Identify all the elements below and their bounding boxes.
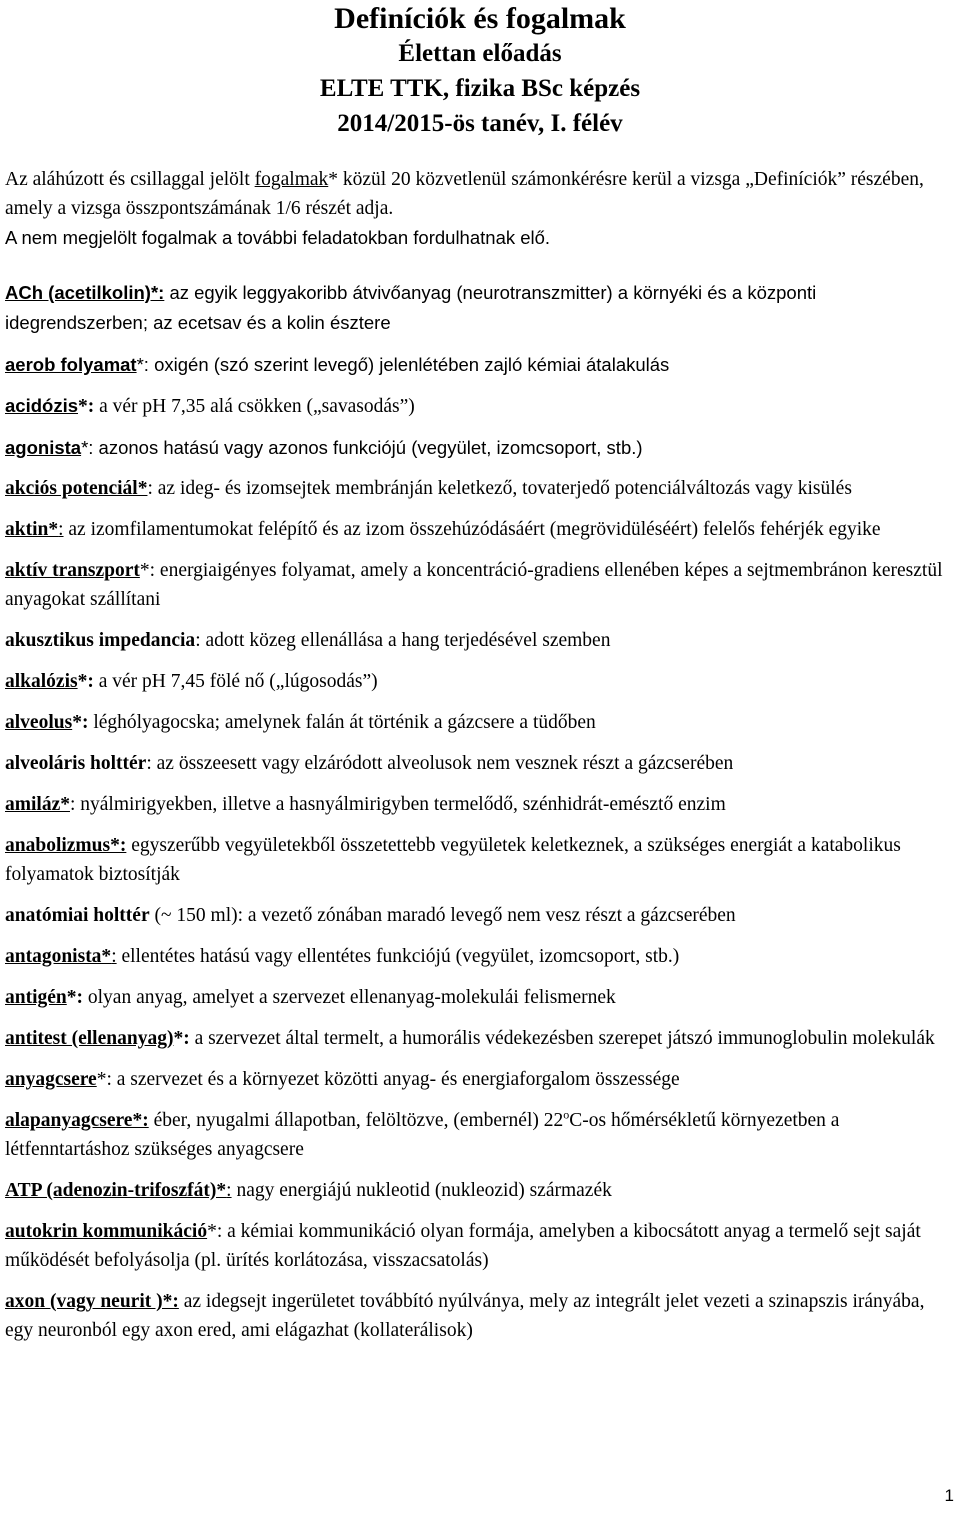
- definition-entry: aktív transzport*: energiaigényes folyamat, amely a koncentráció-gradiens ellenében képes a sejtmembránon keresztül anyagokat szállítani: [5, 560, 943, 610]
- definition-term: aktin*: [5, 519, 59, 540]
- definition-entry: [5, 831, 955, 889]
- definition-text: energiaigényes folyamat, amely a koncentráció-gradiens ellenében képes a sejtmembránon keresztül anyagokat szállítani: [5, 560, 943, 610]
- definition-entry: aktin*: az izomfilamentumokat felépítő és az izom összehúzódásáért (megrövidüléséért) felelős fehérjék egyike: [5, 519, 881, 540]
- definition-term: axon (vagy neurit )*:: [5, 1291, 179, 1312]
- definition-entry: alveolus*: léghólyagocska; amelynek falán át történik a gázcsere a tüdőben: [5, 712, 596, 733]
- intro-text: [5, 165, 960, 252]
- definition-term: anyagcsere: [5, 1069, 97, 1090]
- definition-term: antitest (ellenanyag): [5, 1028, 174, 1049]
- definition-term: aktív transzport: [5, 560, 140, 581]
- intro-paragraph-2: A nem megjelölt fogalmak a további feladatokban fordulhatnak elő.: [5, 227, 551, 248]
- definition-term: akusztikus impedancia: [5, 630, 196, 651]
- definition-text: a kémiai kommunikáció olyan formája, amelyben a kibocsátott anyag a termelő sejt saját működését befolyásolja (pl. ürítés korlátozása, visszacsatolás): [5, 1221, 921, 1271]
- definition-entry: antigén*: olyan anyag, amelyet a szervezet ellenanyag-molekulái felismernek: [5, 987, 616, 1008]
- definition-term: akciós potenciál*: [5, 478, 148, 499]
- definition-term: antagonista*: [5, 946, 112, 967]
- definition-entry: akciós potenciál*: az ideg- és izomsejtek membránján keletkező, tovaterjedő potenciálváltozás vagy kisülés: [5, 478, 852, 499]
- definition-text: léghólyagocska; amelynek falán át történik a gázcsere a tüdőben: [88, 712, 596, 733]
- definition-entry: amiláz*: nyálmirigyekben, illetve a hasnyálmirigyben termelődő, szénhidrát-emésztő enzim: [5, 794, 726, 815]
- definition-text: az ideg- és izomsejtek membránján keletkező, tovaterjedő potenciálváltozás vagy kisülés: [152, 478, 852, 499]
- definition-entry: alkalózis*: a vér pH 7,45 fölé nő („lúgosodás”): [5, 671, 378, 692]
- definition-term: anatómiai holttér: [5, 905, 150, 926]
- definition-text: a vér pH 7,45 fölé nő („lúgosodás”): [93, 671, 378, 692]
- definition-term: alveoláris holttér: [5, 753, 147, 774]
- definition-term: aerob folyamat: [5, 354, 137, 375]
- definition-text: nyálmirigyekben, illetve a hasnyálmirigyben termelődő, szénhidrát-emésztő enzim: [75, 794, 726, 815]
- definition-entry: [5, 1287, 955, 1345]
- definition-text: nagy energiájú nukleotid (nukleozid) származék: [231, 1180, 612, 1201]
- document-header: [0, 2, 960, 141]
- definition-text: az egyik leggyakoribb átvivőanyag (neurotranszmitter) a környéki és a központi idegrendszerben; az ecetsav és a kolin észtere: [5, 282, 817, 333]
- definition-entry: alveoláris holttér: az összeesett vagy elzáródott alveolusok nem vesznek részt a gázcserében: [5, 753, 734, 774]
- definition-entry: aerob folyamat*: oxigén (szó szerint levegő) jelenlétében zajló kémiai átalakulás: [5, 354, 670, 375]
- definition-text: azonos hatású vagy azonos funkciójú (vegyület, izomcsoport, stb.): [93, 437, 643, 458]
- definition-text: oxigén (szó szerint levegő) jelenlétében zajló kémiai átalakulás: [148, 354, 670, 375]
- definition-entry: anyagcsere*: a szervezet és a környezet közötti anyag- és energiaforgalom összessége: [5, 1069, 680, 1090]
- definition-entry: acidózis*: a vér pH 7,35 alá csökken („savasodás”): [5, 395, 415, 417]
- definition-text: az összeesett vagy elzáródott alveolusok nem vesznek részt a gázcserében: [151, 753, 734, 774]
- definition-entry: antagonista*: ellentétes hatású vagy ellentétes funkciójú (vegyület, izomcsoport, stb.): [5, 946, 680, 967]
- definition-text: a vezető zónában maradó levegő nem vesz részt a gázcserében: [243, 905, 736, 926]
- document-title: Definíciók és fogalmak: [334, 2, 626, 35]
- definition-entry: [5, 278, 955, 338]
- definition-entry: anatómiai holttér (~ 150 ml): a vezető zónában maradó levegő nem vesz részt a gázcserében: [5, 905, 736, 926]
- definition-text: ellentétes hatású vagy ellentétes funkciójú (vegyület, izomcsoport, stb.): [116, 946, 680, 967]
- definition-text: az izomfilamentumokat felépítő és az izom összehúzódásáért (megrövidüléséért) felelős fehérjék egyike: [63, 519, 881, 540]
- intro-paragraph-1: Az aláhúzott és csillaggal jelölt fogalmak* közül 20 közvetlenül számonkérésre kerül a vizsga „Definíciók” részében, amely a vizsga összpontszámának 1/6 részét adja.: [5, 169, 924, 219]
- definition-text: a szervezet által termelt, a humorális védekezésben szerepet játszó immunoglobulin molekulák: [189, 1028, 935, 1049]
- definition-term: acidózis: [5, 395, 78, 416]
- semester: 2014/2015-ös tanév, I. félév: [337, 110, 623, 137]
- definition-entry: antitest (ellenanyag)*: a szervezet által termelt, a humorális védekezésben szerepet játszó immunoglobulin molekulák: [5, 1028, 935, 1049]
- course-name: ELTE TTK, fizika BSc képzés: [319, 75, 641, 102]
- definition-term: anabolizmus*:: [5, 835, 127, 856]
- definition-term: agonista: [5, 437, 82, 458]
- definition-entry: alapanyagcsere*: éber, nyugalmi állapotban, felöltözve, (embernél) 22$^o$C-os hőmérsékletű környezetben a létfenntartáshoz szükséges anyagcsere: [5, 1107, 840, 1160]
- definition-text: adott közeg ellenállása a hang terjedésével szemben: [200, 630, 611, 651]
- definition-text: az idegsejt ingerületet továbbító nyúlványa, mely az integrált jelet vezeti a szinapszis irányába, egy neuronból egy axon ered, ami elágazhat (kollaterálisok): [5, 1291, 925, 1341]
- document-subtitle: Élettan előadás: [398, 40, 562, 67]
- definition-term: alapanyagcsere*:: [5, 1110, 149, 1131]
- definition-entry: agonista*: azonos hatású vagy azonos funkciójú (vegyület, izomcsoport, stb.): [5, 437, 643, 458]
- definition-text: C-os hőmérsékletű környezetben a létfenntartáshoz szükséges anyagcsere: [5, 1110, 840, 1160]
- definition-entry: autokrin kommunikáció*: a kémiai kommunikáció olyan formája, amelyben a kibocsátott anyag a termelő sejt saját működését befolyásolja (pl. ürítés korlátozása, visszacsatolás): [5, 1221, 921, 1271]
- definition-entry: ATP (adenozin-trifoszfát)*: nagy energiájú nukleotid (nukleozid) származék: [5, 1180, 612, 1201]
- definition-term: autokrin kommunikáció: [5, 1221, 208, 1242]
- definition-term: alkalózis: [5, 671, 78, 692]
- definition-list: [5, 278, 955, 1345]
- definition-term: ACh (acetilkolin)*:: [5, 282, 165, 303]
- definition-text: olyan anyag, amelyet a szervezet ellenanyag-molekulái felismernek: [83, 987, 616, 1008]
- definition-text: egyszerűbb vegyületekből összetettebb vegyületek keletkeznek, a szükséges energiát a katabolikus folyamatok biztosítják: [5, 835, 901, 885]
- definition-term: antigén: [5, 987, 67, 1008]
- definition-term: alveolus: [5, 712, 73, 733]
- definition-text: a vér pH 7,35 alá csökken („savasodás”): [94, 396, 415, 417]
- definition-term: amiláz*: [5, 794, 70, 815]
- definition-text: a szervezet és a környezet közötti anyag- és energiaforgalom összessége: [111, 1069, 680, 1090]
- definition-term: ATP (adenozin-trifoszfát)*: [5, 1180, 227, 1201]
- page-number: 1: [944, 1486, 954, 1505]
- definition-entry: akusztikus impedancia: adott közeg ellenállása a hang terjedésével szemben: [5, 630, 611, 651]
